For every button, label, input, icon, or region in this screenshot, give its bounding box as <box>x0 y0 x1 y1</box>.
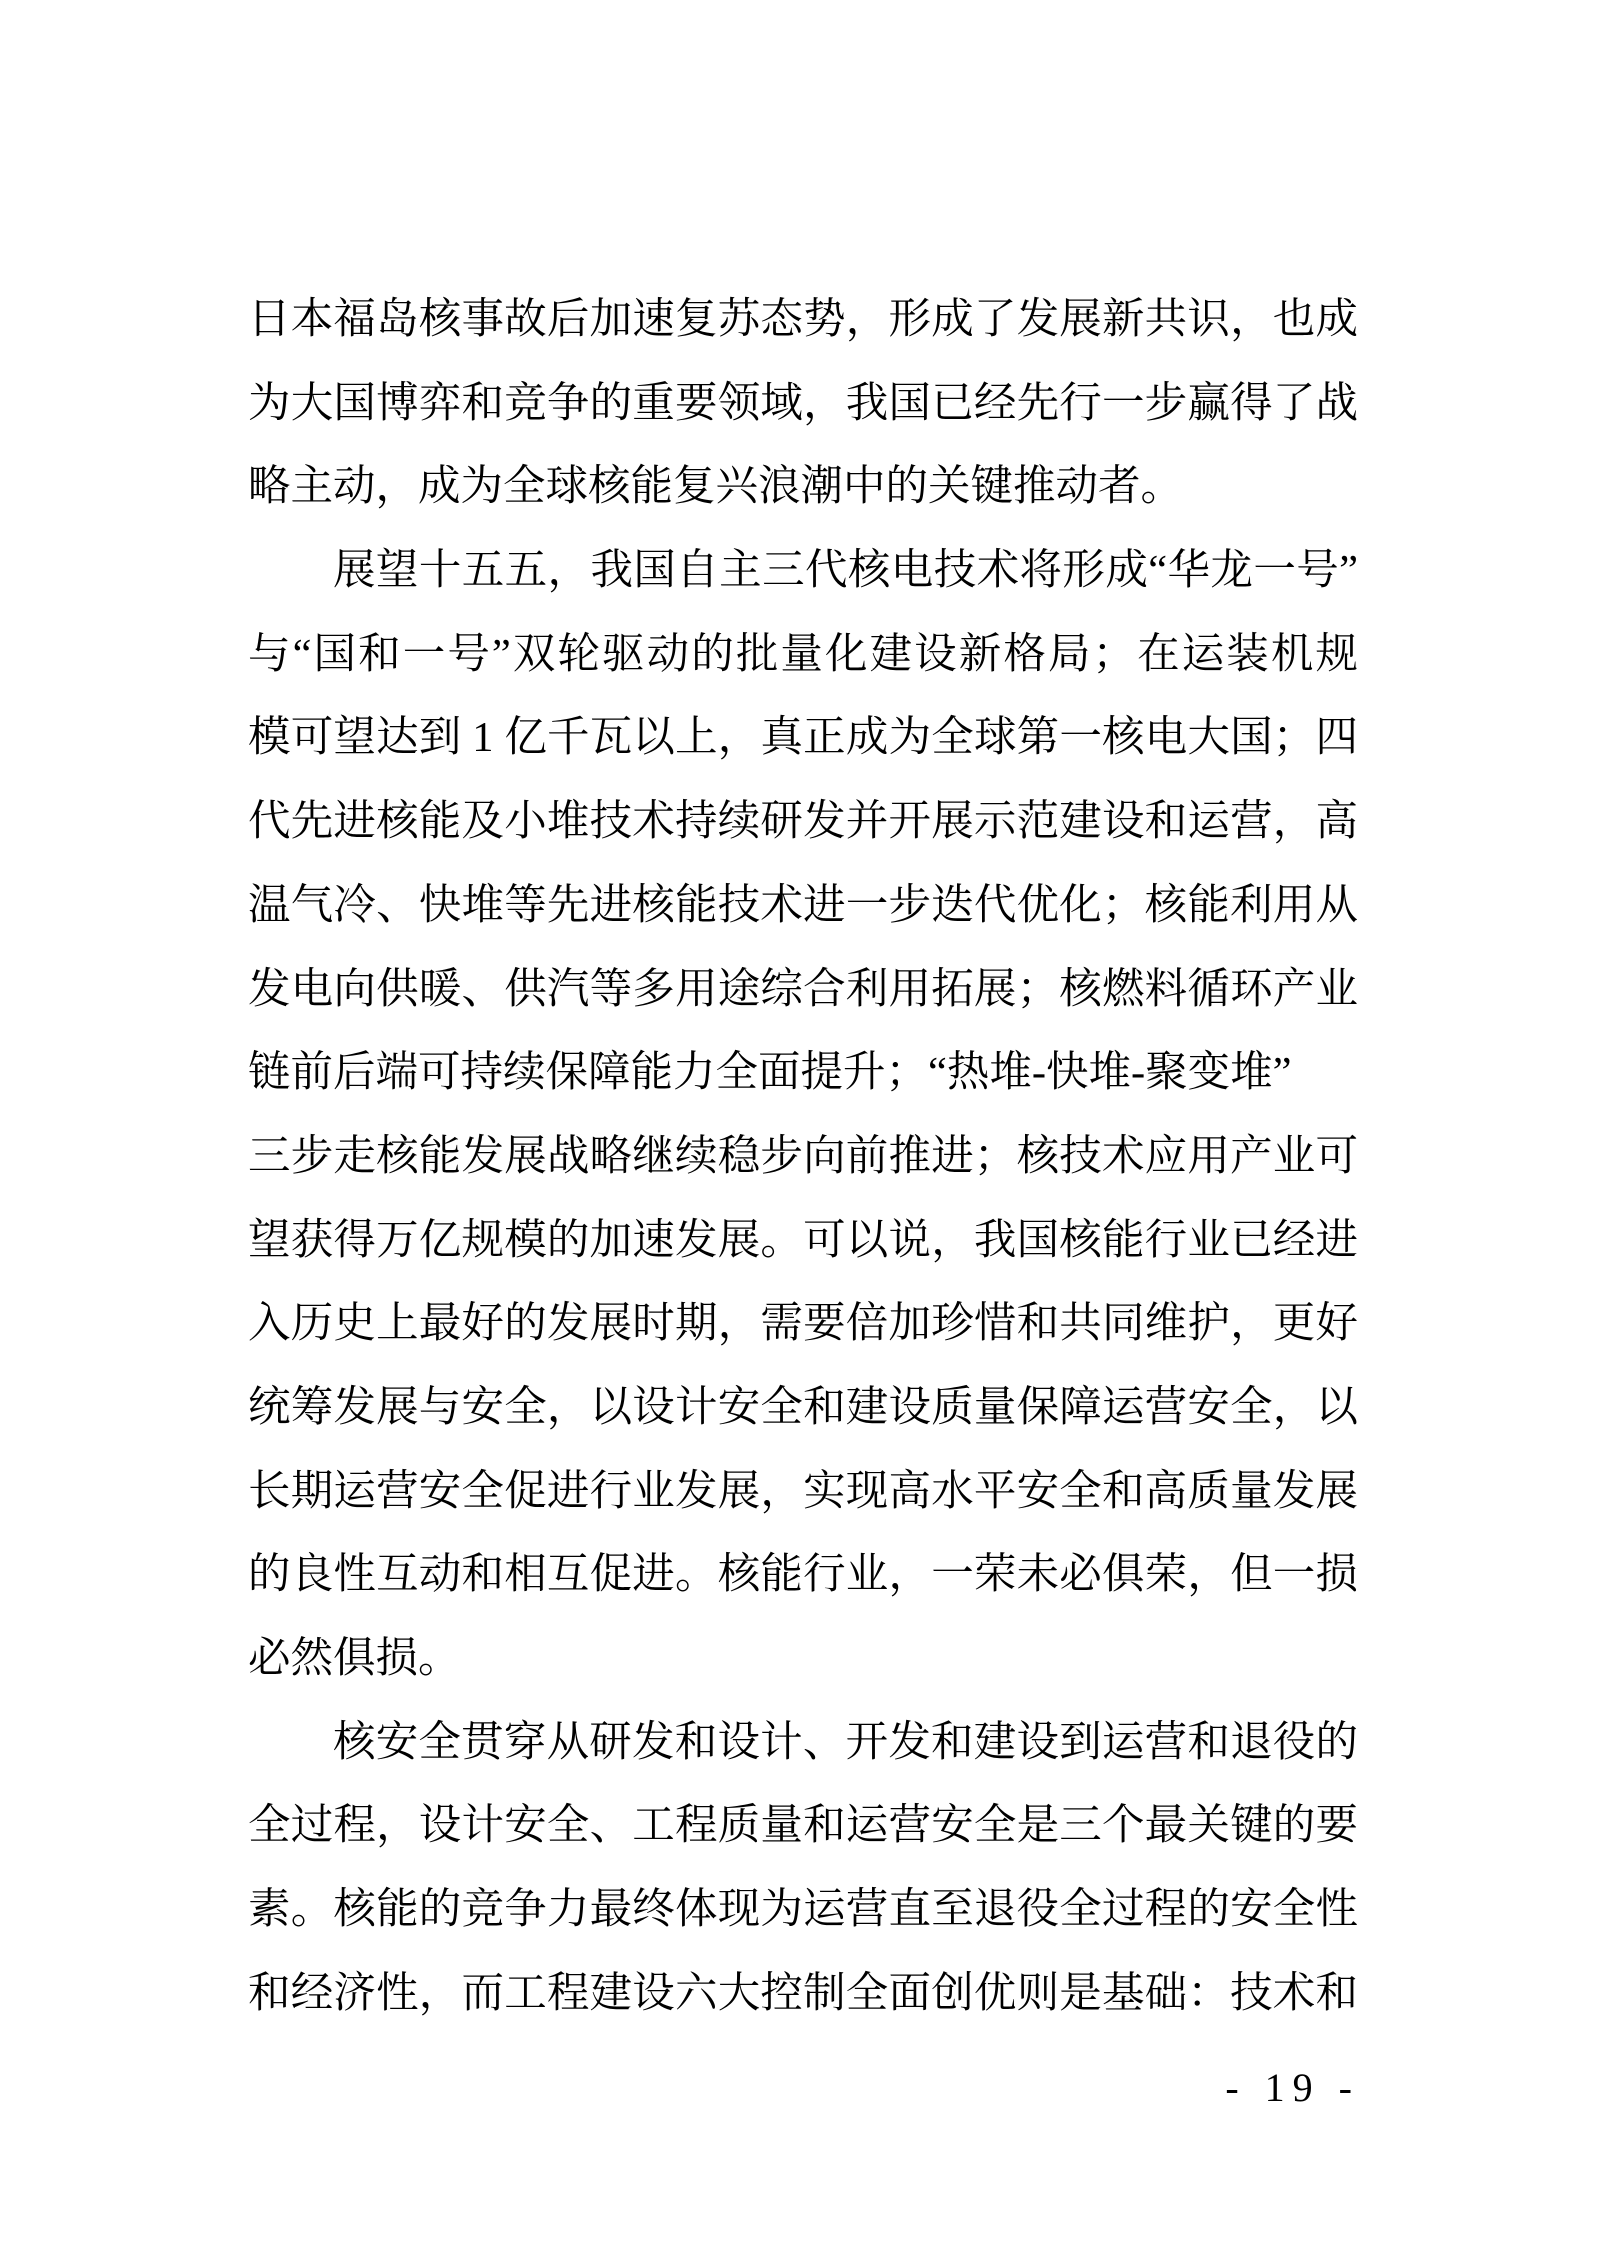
text-line: 三步走核能发展战略继续稳步向前推进；核技术应用产业可 <box>248 1132 1358 1180</box>
text-line: 模可望达到 1 亿千瓦以上，真正成为全球第一核电大国；四 <box>248 714 1358 762</box>
text-line: 与“国和一号”双轮驱动的批量化建设新格局；在运装机规 <box>248 630 1358 678</box>
text-line: 必然俱损。 <box>248 1635 461 1682</box>
text-line: 链前后端可持续保障能力全面提升；“热堆-快堆-聚变堆” <box>248 1049 1292 1097</box>
text-line: 望获得万亿规模的加速发展。可以说，我国核能行业已经进 <box>248 1216 1358 1264</box>
text-line: 展望十五五，我国自主三代核电技术将形成“华龙一号” <box>333 547 1358 595</box>
text-line: 入历史上最好的发展时期，需要倍加珍惜和共同维护，更好 <box>248 1300 1358 1348</box>
page-number: - 19 - <box>1225 2065 1360 2110</box>
paragraph-2 <box>248 529 1358 1701</box>
text-line: 统筹发展与安全，以设计安全和建设质量保障运营安全，以 <box>248 1383 1358 1431</box>
text-line: 的良性互动和相互促进。核能行业，一荣未必俱荣，但一损 <box>248 1551 1358 1599</box>
text-line: 长期运营安全促进行业发展，实现高水平安全和高质量发展 <box>248 1467 1358 1515</box>
text-line: 为大国博弈和竞争的重要领域，我国已经先行一步赢得了战 <box>248 379 1358 427</box>
text-line: 发电向供暖、供汽等多用途综合利用拓展；核燃料循环产业 <box>248 965 1358 1013</box>
text-line: 全过程，设计安全、工程质量和运营安全是三个最关键的要 <box>248 1802 1358 1850</box>
text-line: 略主动，成为全球核能复兴浪潮中的关键推动者。 <box>248 463 1184 511</box>
paragraph-3 <box>248 1701 1358 2036</box>
text-line: 核安全贯穿从研发和设计、开发和建设到运营和退役的 <box>333 1718 1358 1766</box>
body-text <box>248 278 1358 2035</box>
paragraph-1 <box>248 278 1358 529</box>
text-line: 温气冷、快堆等先进核能技术进一步迭代优化；核能利用从 <box>248 881 1358 929</box>
text-line: 日本福岛核事故后加速复苏态势，形成了发展新共识，也成 <box>248 296 1358 343</box>
text-line: 代先进核能及小堆技术持续研发并开展示范建设和运营，高 <box>248 798 1358 846</box>
text-line: 素。核能的竞争力最终体现为运营直至退役全过程的安全性 <box>248 1886 1358 1934</box>
text-line: 和经济性，而工程建设六大控制全面创优则是基础：技术和 <box>248 1969 1358 2017</box>
